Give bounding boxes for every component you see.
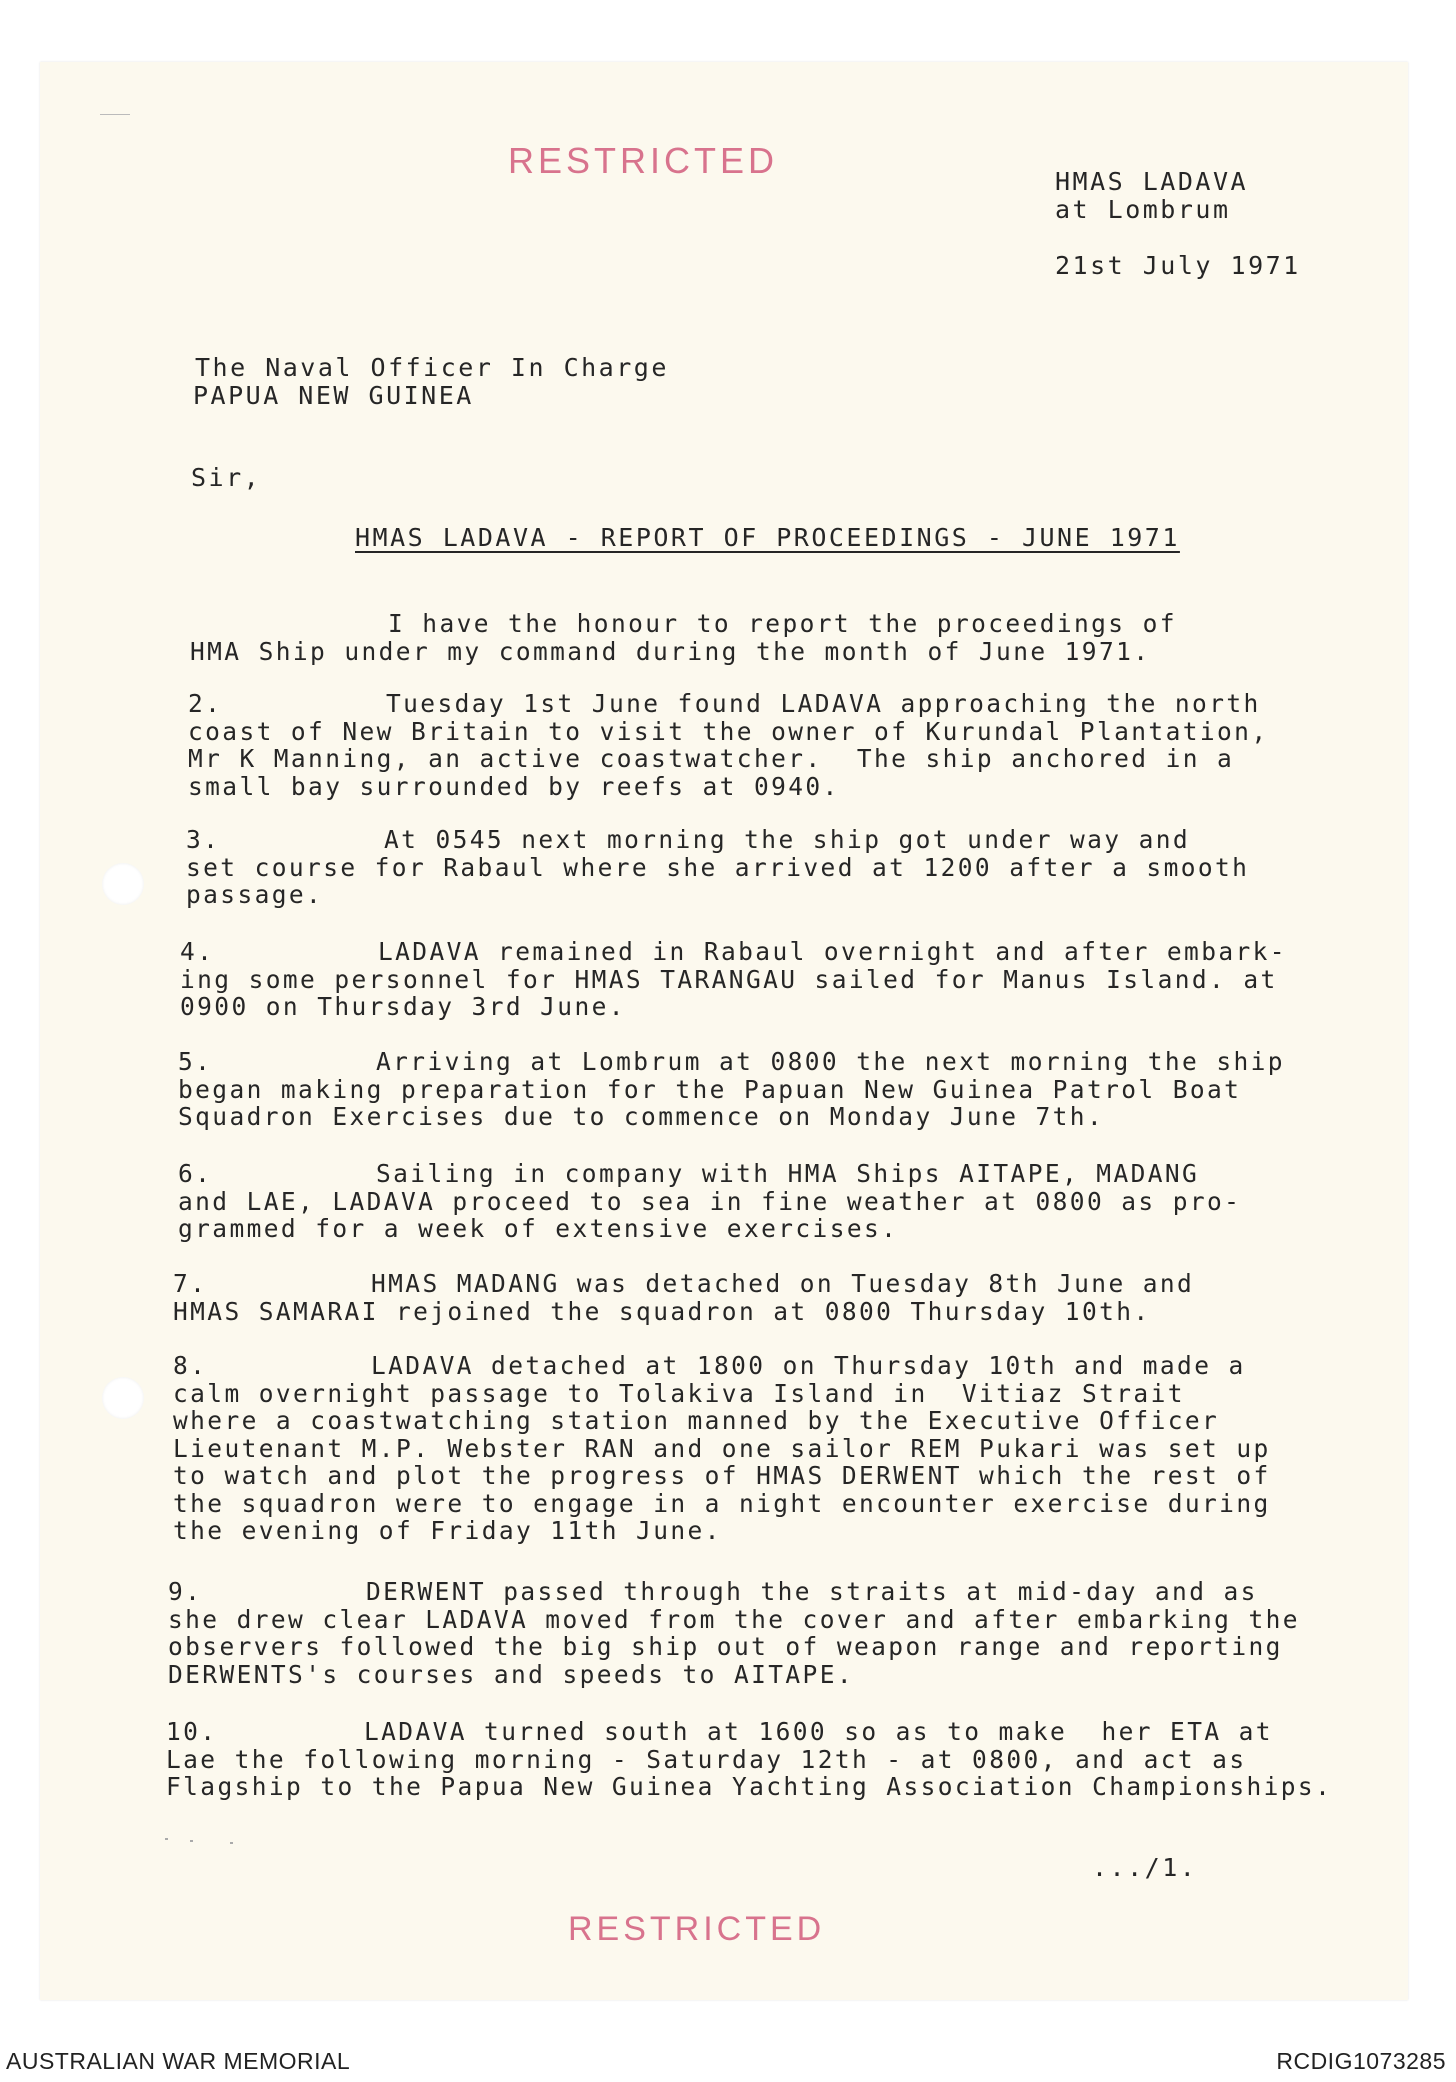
paragraph-first-line: LADAVA detached at 1800 on Thursday 10th and made a (371, 1351, 1246, 1380)
letter-date: 21st July 1971 (1055, 251, 1301, 280)
paragraph-line: HMA Ship under my command during the month of June 1971. (190, 636, 1151, 666)
footer-record-id: RCDIG1073285 (1276, 2048, 1446, 2074)
paragraph-line: passage. (186, 880, 324, 909)
punch-hole-bottom (102, 1377, 144, 1419)
sender-location: at Lombrum (1055, 195, 1231, 224)
paragraph-line: the squadron were to engage in a night encounter exercise during (173, 1488, 1271, 1518)
page-speck (230, 1842, 233, 1844)
page-speck (190, 1840, 193, 1842)
recipient-line-2: PAPUA NEW GUINEA (193, 381, 474, 410)
paragraph-line: to watch and plot the progress of HMAS DERWENT which the rest of (173, 1461, 1271, 1490)
paragraph-line: Squadron Exercises due to commence on Monday June 7th. (178, 1102, 1105, 1131)
paragraph-4 (180, 937, 1287, 1021)
paragraph-number: 2. (188, 689, 223, 718)
paragraph-line: she drew clear LADAVA moved from the cover and after embarking the (168, 1604, 1300, 1634)
paragraph-line: ing some personnel for HMAS TARANGAU sailed for Manus Island. at (180, 964, 1278, 994)
paragraph-line: the evening of Friday 11th June. (173, 1516, 722, 1545)
paragraph-first-line: DERWENT passed through the straits at mid-day and as (366, 1577, 1258, 1606)
paragraph-10 (166, 1718, 1332, 1801)
footer-source: AUSTRALIAN WAR MEMORIAL (6, 2048, 351, 2074)
paragraph-line: Lae the following morning - Saturday 12th - at 0800, and act as (166, 1744, 1247, 1774)
paragraph-number: 3. (186, 825, 221, 854)
page-speck (165, 1838, 168, 1840)
paragraph-line: calm overnight passage to Tolakiva Island in Vitiaz Strait (173, 1378, 1185, 1408)
paragraph-line: Mr K Manning, an active coastwatcher. The ship anchored in a (188, 744, 1235, 773)
paragraph-number: 6. (178, 1159, 213, 1188)
punch-hole-top (102, 863, 144, 905)
paragraph-line: coast of New Britain to visit the owner of Kurundal Plantation, (188, 716, 1269, 746)
paragraph-first-line: Arriving at Lombrum at 0800 the next morning the ship (376, 1047, 1285, 1076)
recipient-line-1: The Naval Officer In Charge (195, 353, 669, 382)
paragraph-number: 9. (168, 1577, 203, 1606)
paragraph-line: began making preparation for the Papuan New Guinea Patrol Boat (178, 1074, 1242, 1104)
paragraph-first-line: LADAVA turned south at 1600 so as to make her ETA at (364, 1717, 1273, 1746)
paragraph-line: observers followed the big ship out of weapon range and reporting (168, 1632, 1283, 1661)
paragraph-line: HMAS SAMARAI rejoined the squadron at 0800 Thursday 10th. (173, 1296, 1151, 1326)
continuation-mark: .../1. (1092, 1853, 1198, 1882)
paragraph-line: and LAE, LADAVA proceed to sea in fine weather at 0800 as pro- (178, 1186, 1242, 1216)
paragraph-8 (173, 1352, 1271, 1545)
paragraph-line: Lieutenant M.P. Webster RAN and one sailor REM Pukari was set up (173, 1433, 1271, 1463)
salutation: Sir, (191, 463, 262, 492)
paragraph-5 (178, 1047, 1285, 1131)
paragraph-7 (173, 1269, 1195, 1326)
paragraph-line: DERWENTS's courses and speeds to AITAPE. (168, 1659, 855, 1689)
paragraph-number: 8. (173, 1351, 208, 1380)
paragraph-number: 10. (166, 1717, 218, 1746)
paragraph-first-line: LADAVA remained in Rabaul overnight and after embark- (378, 937, 1287, 966)
paragraph-line: small bay surrounded by reefs at 0940. (188, 771, 840, 801)
paragraph-9 (168, 1578, 1300, 1688)
paragraph-first-line: HMAS MADANG was detached on Tuesday 8th June and (371, 1269, 1195, 1298)
paragraph-first-line: Tuesday 1st June found LADAVA approaching the north (386, 689, 1261, 718)
restricted-stamp-top: RESTRICTED (508, 140, 779, 181)
restricted-stamp-bottom: RESTRICTED (568, 1910, 826, 1948)
paragraph-first-line: At 0545 next morning the ship got under way and (384, 825, 1191, 854)
paragraph-3 (186, 826, 1249, 909)
paragraph-line: set course for Rabaul where she arrived at 1200 after a smooth (186, 852, 1250, 882)
paragraph-number: 5. (178, 1047, 213, 1076)
paragraph-first-line: I have the honour to report the proceedings of (388, 609, 1177, 638)
paragraph-number: 7. (173, 1269, 208, 1298)
paragraph-1 (190, 609, 1177, 666)
paragraph-line: grammed for a week of extensive exercises. (178, 1214, 899, 1243)
paragraph-line: 0900 on Thursday 3rd June. (180, 992, 626, 1021)
paragraph-line: where a coastwatching station manned by the Executive Officer (173, 1406, 1220, 1435)
paragraph-number: 4. (180, 937, 215, 966)
report-title: HMAS LADAVA - REPORT OF PROCEEDINGS - JUNE 1971 (355, 523, 1180, 552)
sender-ship: HMAS LADAVA (1055, 167, 1249, 196)
paragraph-line: Flagship to the Papua New Guinea Yachting Association Championships. (166, 1772, 1333, 1801)
paragraph-6 (178, 1160, 1241, 1243)
page-mark (100, 114, 130, 115)
paragraph-2 (188, 690, 1268, 800)
paragraph-first-line: Sailing in company with HMA Ships AITAPE, MADANG (376, 1159, 1200, 1188)
